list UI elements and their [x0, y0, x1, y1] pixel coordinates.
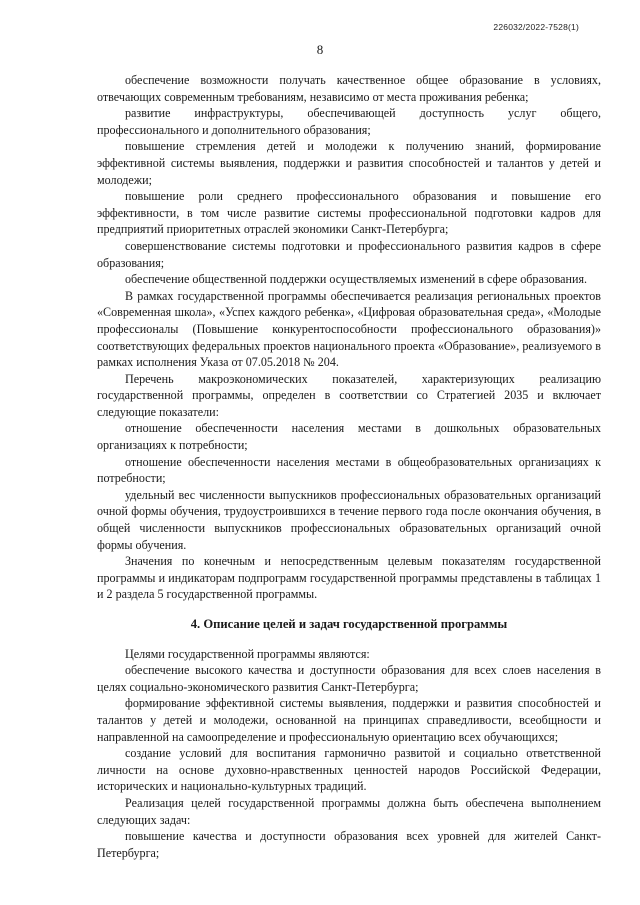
paragraph: отношение обеспеченности населения местами в дошкольных образовательных организациях к потребности;	[97, 421, 601, 453]
paragraph: обеспечение общественной поддержки осуществляемых изменений в сфере образования.	[125, 272, 588, 287]
document-registration-number: 226032/2022-7528(1)	[493, 22, 579, 32]
paragraph: развитие инфраструктуры, обеспечивающей доступность услуг общего, профессионального и дополнительного образования;	[97, 106, 601, 137]
paragraph: Реализация целей государственной программы должна быть обеспечена выполнением следующих задач:	[97, 795, 601, 827]
paragraph: Значения по конечным и непосредственным целевым показателям государственной программы и индикаторам подпрограмм государственной программы представлены в таблицах 1 и 2 раздела 5 государственной программы.	[97, 554, 601, 602]
page-number: 8	[316, 42, 324, 57]
paragraph: повышение роли среднего профессионального образования и повышение его эффективности, в том числе развитие системы профессиональной подготовки кадров для предприятий приоритетных отраслей экономики Санкт-Петербурга;	[97, 189, 601, 237]
paragraph: удельный вес численности выпускников профессиональных образовательных организаций очной формы обучения, трудоустроившихся в течение первого года после окончания обучения, в общей численности выпускников профессиональных образовательных организаций очной формы обучения.	[97, 487, 601, 552]
paragraph: отношение обеспеченности населения местами в общеобразовательных организациях к потребности;	[97, 454, 601, 486]
document-body	[97, 72, 601, 861]
paragraph: В рамках государственной программы обеспечивается реализация региональных проектов «Современная школа», «Успех каждого ребенка», «Цифровая образовательная среда», «Молодые профессионалы (Повышение конкурентоспособности профессионального образования)» соответствующих федеральных проектов национального проекта «Образование», реализуемого в рамках исполнения Указа от 07.05.2018 № 204.	[97, 288, 601, 370]
section-heading: 4. Описание целей и задач государственной программы	[190, 617, 508, 631]
paragraph: повышение качества и доступности образования всех уровней для жителей Санкт-Петербурга;	[97, 829, 601, 860]
paragraph: обеспечение высокого качества и доступности образования для всех слоев населения в целях социально-экономического развития Санкт-Петербурга;	[97, 663, 601, 694]
paragraph: Целями государственной программы являются:	[125, 646, 370, 661]
paragraph: создание условий для воспитания гармонично развитой и социально ответственной личности на основе духовно-нравственных ценностей народов Российской Федерации, исторических и национально-культурных традиций.	[97, 746, 601, 794]
paragraph: формирование эффективной системы выявления, поддержки и развития способностей и талантов у детей и молодежи, основанной на принципах справедливости, всеобщности и направленной на самоопределение и профессиональную ориентацию всех обучающихся;	[97, 696, 601, 744]
paragraph: повышение стремления детей и молодежи к получению знаний, формирование эффективной системы выявления, поддержки и развития способностей и талантов у детей и молодежи;	[97, 139, 601, 187]
paragraph: обеспечение возможности получать качественное общее образование в условиях, отвечающих современным требованиям, независимо от места проживания ребенка;	[97, 73, 601, 104]
paragraph: Перечень макроэкономических показателей, характеризующих реализацию государственной программы, определен в соответствии со Стратегией 2035 и включает следующие показатели:	[97, 371, 601, 419]
paragraph: совершенствование системы подготовки и профессионального развития кадров в сфере образования;	[97, 238, 601, 270]
